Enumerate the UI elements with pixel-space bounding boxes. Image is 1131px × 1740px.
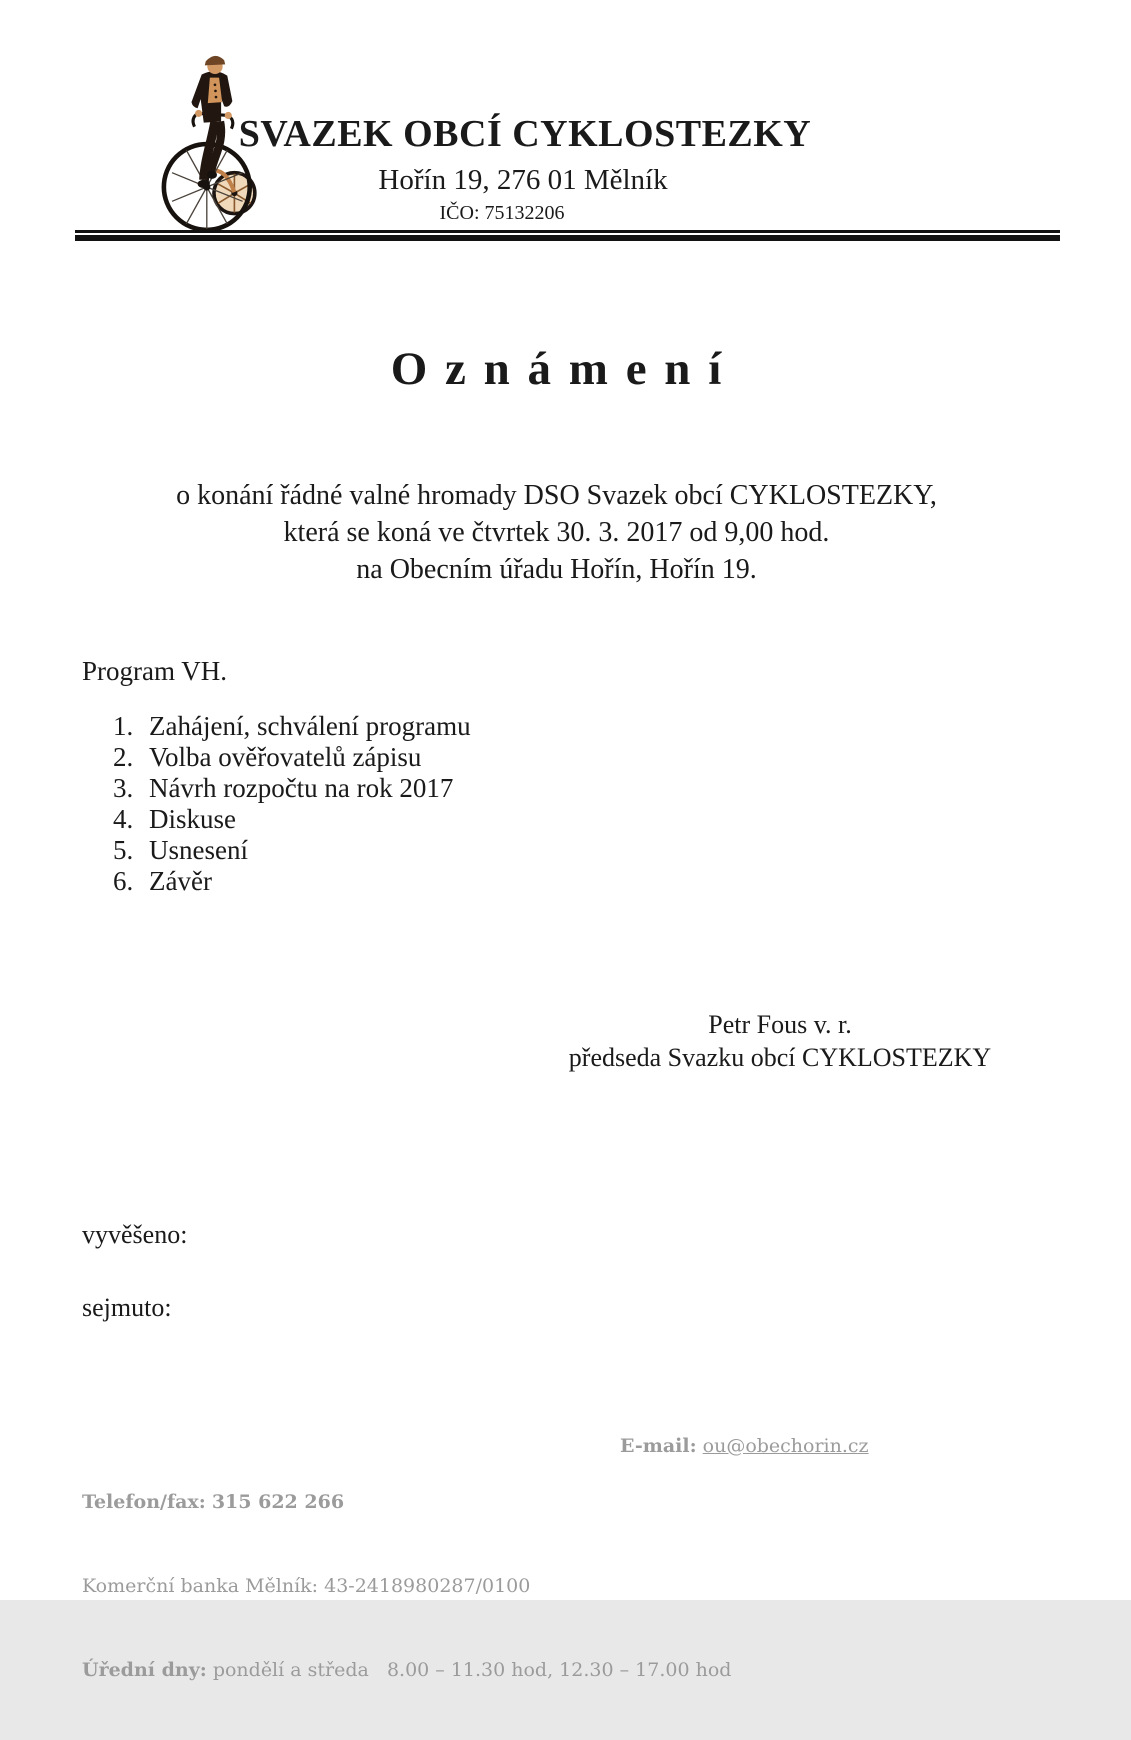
program-item-1 bbox=[113, 711, 471, 742]
signature-role: předseda Svazku obcí CYKLOSTEZKY bbox=[568, 1043, 992, 1072]
org-name: SVAZEK OBCÍ CYKLOSTEZKY bbox=[238, 113, 812, 155]
footer-bank-line: Komerční banka Mělník: 43-2418980287/0100 bbox=[82, 1575, 531, 1597]
program-item-text: Diskuse bbox=[149, 804, 236, 834]
document-title: O z n á m e n í bbox=[390, 343, 725, 395]
header-divider bbox=[75, 230, 1060, 241]
office-days-value: pondělí a středa 8.00 – 11.30 hod, 12.30 – 17.00 hod bbox=[212, 1659, 732, 1681]
program-item-text: Usnesení bbox=[149, 835, 248, 865]
program-item-2 bbox=[113, 742, 471, 773]
program-item-text: Zahájení, schválení programu bbox=[149, 711, 471, 741]
program-item-5 bbox=[113, 835, 471, 866]
program-item-text: Závěr bbox=[149, 866, 212, 896]
footer-left bbox=[82, 1432, 731, 1740]
email-label: E-mail: bbox=[620, 1435, 697, 1457]
program-item-number: 1. bbox=[113, 711, 134, 741]
signature-block bbox=[565, 1008, 995, 1074]
program-item-number: 3. bbox=[113, 773, 134, 803]
program-list bbox=[113, 711, 471, 897]
intro-line-1: o konání řádné valné hromady DSO Svazek obcí CYKLOSTEZKY, bbox=[176, 480, 937, 511]
email-link[interactable]: ou@obechorin.cz bbox=[702, 1435, 869, 1457]
footer-right bbox=[620, 1432, 869, 1460]
phone-label: Telefon/fax: bbox=[82, 1491, 206, 1513]
program-item-4 bbox=[113, 804, 471, 835]
intro-paragraph bbox=[0, 477, 1113, 588]
program-item-number: 5. bbox=[113, 835, 134, 865]
program-item-text: Návrh rozpočtu na rok 2017 bbox=[149, 773, 454, 803]
program-item-number: 6. bbox=[113, 866, 134, 896]
footer-phone-line bbox=[82, 1488, 731, 1516]
program-item-number: 4. bbox=[113, 804, 134, 834]
signature-name: Petr Fous v. r. bbox=[708, 1010, 852, 1039]
posted-label: vyvěšeno: bbox=[82, 1220, 188, 1249]
program-item-3 bbox=[113, 773, 471, 804]
org-ico: IČO: 75132206 bbox=[439, 202, 565, 224]
program-item-6 bbox=[113, 866, 471, 897]
footer-office-days-line bbox=[82, 1656, 731, 1684]
intro-line-2: která se koná ve čtvrtek 30. 3. 2017 od 9,00 hod. bbox=[283, 517, 830, 548]
program-item-text: Volba ověřovatelů zápisu bbox=[149, 742, 422, 772]
removed-label: sejmuto: bbox=[82, 1293, 172, 1322]
office-days-label: Úřední dny: bbox=[82, 1659, 207, 1681]
program-item-number: 2. bbox=[113, 742, 134, 772]
program-heading: Program VH. bbox=[82, 656, 227, 686]
org-address: Hořín 19, 276 01 Mělník bbox=[378, 164, 668, 196]
intro-line-3: na Obecním úřadu Hořín, Hořín 19. bbox=[356, 554, 757, 585]
header-divider-thick-line bbox=[75, 235, 1060, 241]
phone-value: 315 622 266 bbox=[211, 1491, 345, 1513]
